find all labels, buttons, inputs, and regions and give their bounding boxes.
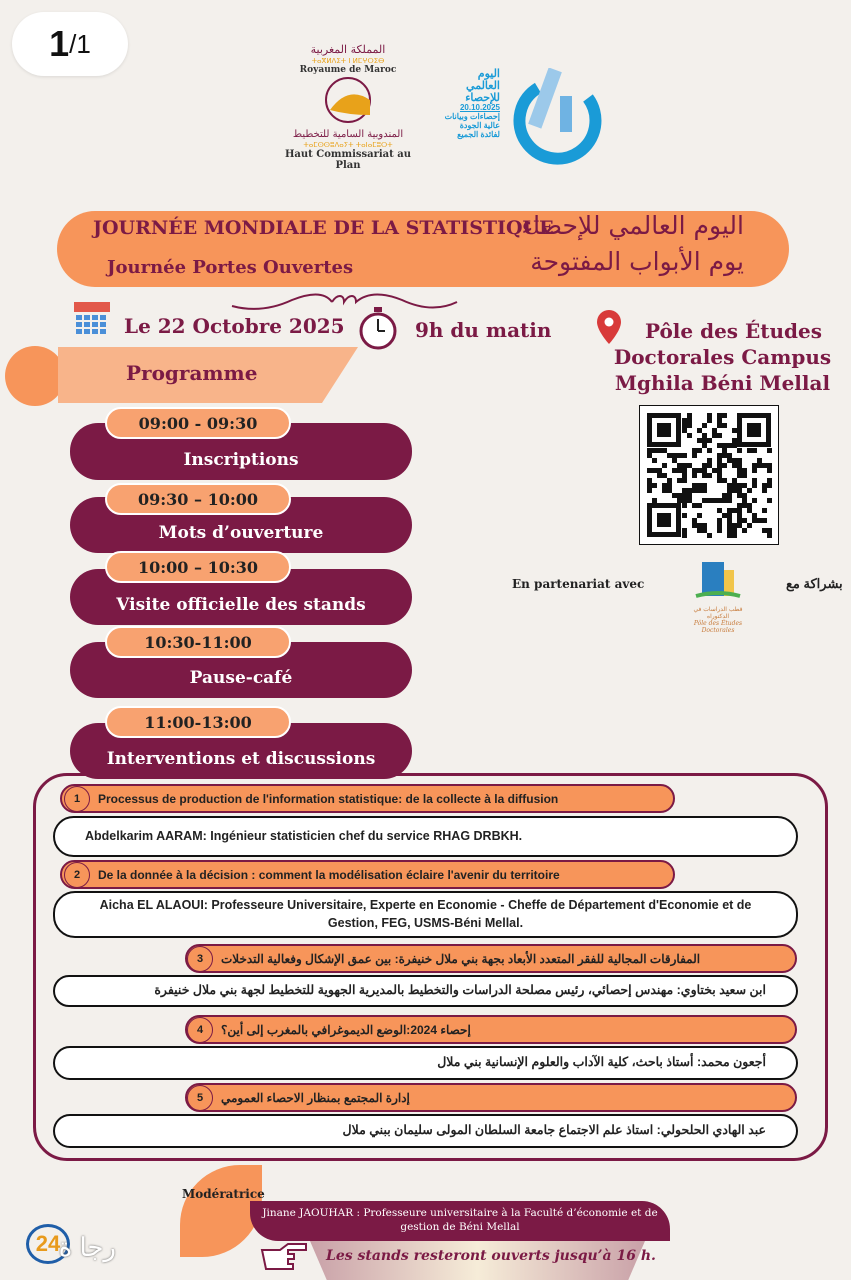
talk-speaker: Abdelkarim AARAM: Ingénieur statisticien chef du service RHAG DRBKH. bbox=[53, 816, 798, 857]
programme-item: Visite officielle des stands bbox=[70, 569, 412, 625]
hcp-emblem-icon bbox=[282, 75, 414, 125]
programme-item: Mots d’ouverture bbox=[70, 497, 412, 553]
programme-item: Interventions et discussions bbox=[70, 723, 412, 779]
talk-speaker: Aicha EL ALAOUI: Professeure Universitaire, Experte en Economie - Cheffe de Département d'Economie et de Gestion, FEG, USMS-Béni Mellal. bbox=[53, 891, 798, 938]
programme-item: Pause-café bbox=[70, 642, 412, 698]
pointing-hand-icon bbox=[258, 1240, 308, 1278]
talk-speaker: أجعون محمد: أستاذ باحث، كلية الآداب والعلوم الإنسانية بني ملال bbox=[53, 1046, 798, 1080]
watermark-logo: 24 رجا ة bbox=[4, 1222, 116, 1274]
talk-title: 4 إحصاء 2024:الوضع الديموغرافي بالمغرب إلى أين؟ bbox=[185, 1015, 797, 1044]
programme-time: 10:00 – 10:30 bbox=[105, 551, 291, 583]
programme-item: Inscriptions bbox=[70, 423, 412, 480]
event-time: 9h du matin bbox=[415, 318, 552, 342]
talk-title: 3 المفارقات المجالية للفقر المتعدد الأبعاد بجهة بني ملال خنيفرة: بين عمق الإشكال وفعالية التدخلات bbox=[185, 944, 797, 973]
event-location: Pôle des Études Doctorales Campus Mghila Béni Mellal bbox=[613, 319, 832, 395]
programme-time: 09:30 – 10:00 bbox=[105, 483, 291, 515]
moderator-info: Jinane JAOUHAR : Professeure universitaire à la Faculté d’économie et de gestion de Béni Mellal bbox=[250, 1201, 670, 1241]
event-date: Le 22 Octobre 2025 bbox=[124, 314, 345, 338]
talk-title: 1 Processus de production de l'information statistique: de la collecte à la diffusion bbox=[60, 784, 675, 813]
partner-emblem-icon bbox=[688, 560, 748, 602]
talk-speaker: ابن سعيد بختاوي: مهندس إحصائي، رئيس مصلحة الدراسات والتخطيط بالمديرية الجهوية للتخطيط لجهة بني ملال خنيفرة bbox=[53, 975, 798, 1007]
decor-circle bbox=[5, 346, 65, 406]
programme-heading: Programme bbox=[126, 361, 258, 385]
talk-title: 5 إدارة المجتمع بمنظار الاحصاء العمومي bbox=[185, 1083, 797, 1112]
partner-logo: قطب الدراسات في الدكتوراه Pôle des Études Doctorales bbox=[688, 560, 748, 650]
programme-time: 10:30-11:00 bbox=[105, 626, 291, 658]
hcp-logo: المملكة المغربية ⵜⴰⴳⵍⴷⵉⵜ ⵏ ⵍⵎⵖⵔⵉⴱ Royaume de Maroc المندوبية السامية للتخطيط ⵜⴰⵎⵙⵙⵓⴷⴰⵢⵜ ⵜⴰⵏⴰⵎⵓⵔⵜ Haut Commissariat au Plan bbox=[282, 44, 414, 166]
page-indicator: 1 /1 bbox=[12, 12, 128, 76]
stands-note: Les stands resteront ouverts jusqu’à 16 h. bbox=[326, 1248, 656, 1264]
world-statistics-day-logo: اليوم العالمي للإحصاء 20.10.2025 إحصاءات وبيانات عالية الجودة لفائدة الجميع bbox=[430, 68, 605, 168]
programme-time: 09:00 - 09:30 bbox=[105, 407, 291, 439]
chart-check-icon bbox=[508, 68, 604, 168]
qr-code[interactable] bbox=[639, 405, 779, 545]
calendar-icon bbox=[72, 296, 112, 338]
ornament-divider bbox=[222, 288, 462, 316]
title-banner: JOURNÉE MONDIALE DE LA STATISTIQUE Journée Portes Ouvertes اليوم العالمي للإحصاء يوم الأبواب المفتوحة bbox=[57, 211, 789, 287]
stopwatch-icon bbox=[356, 304, 400, 352]
programme-time: 11:00-13:00 bbox=[105, 706, 291, 738]
talk-title: 2 De la donnée à la décision : comment la modélisation éclaire l'avenir du territoire bbox=[60, 860, 675, 889]
talk-speaker: عبد الهادي الحلحولي: استاذ علم الاجتماع جامعة السلطان المولى سليمان ببني ملال bbox=[53, 1114, 798, 1148]
